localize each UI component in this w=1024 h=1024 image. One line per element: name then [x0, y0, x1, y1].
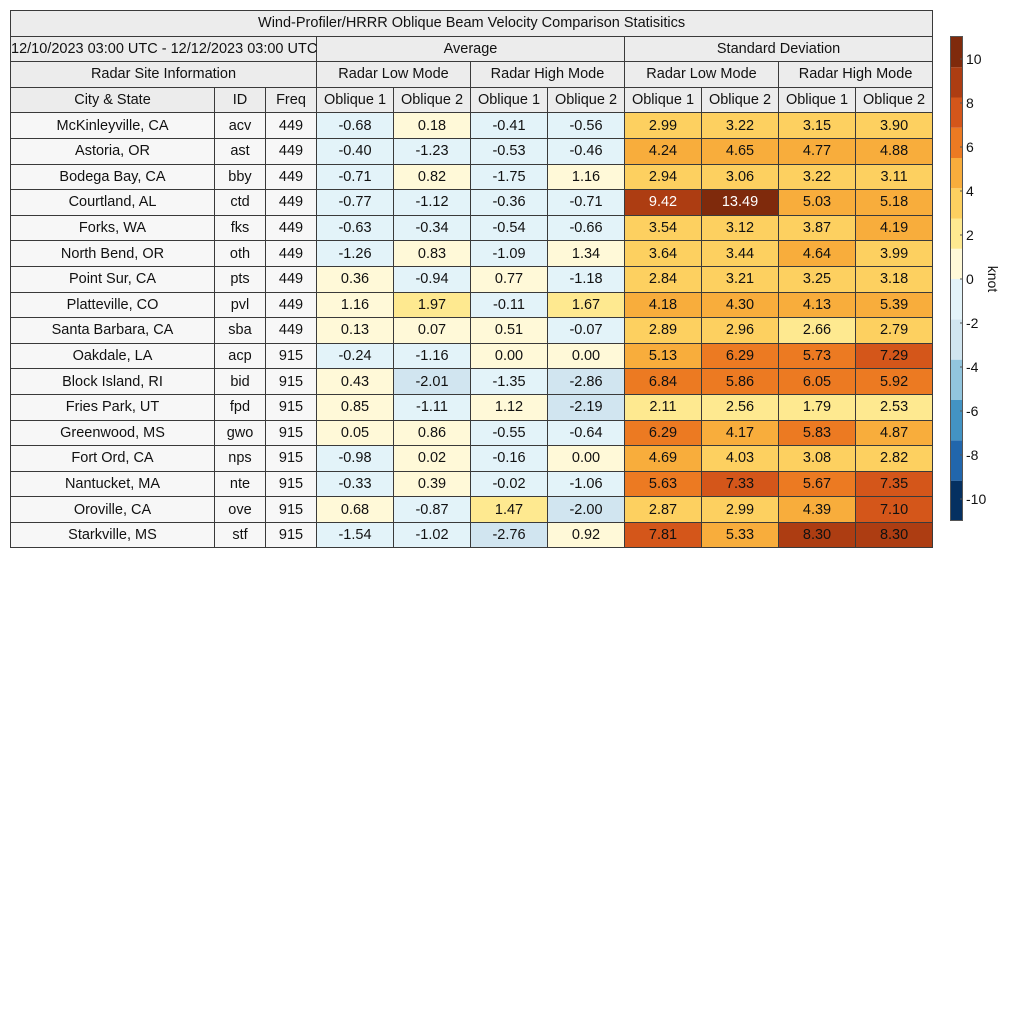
colorbar-swatch — [951, 219, 963, 249]
colorbar-tick-label: 2 — [966, 227, 974, 243]
city-cell: Forks, WA — [11, 215, 215, 241]
city-cell: Nantucket, MA — [11, 471, 215, 497]
city-cell: North Bend, OR — [11, 241, 215, 267]
table-row — [11, 241, 933, 267]
id-cell: bid — [215, 369, 266, 395]
city-cell: Fort Ord, CA — [11, 446, 215, 472]
city-cell: Bodega Bay, CA — [11, 164, 215, 190]
average-value-cell: -0.71 — [317, 164, 394, 190]
colorbar-swatch — [951, 98, 963, 128]
table-row — [11, 164, 933, 190]
colorbar-tick-label: 6 — [966, 139, 974, 155]
stddev-value-cell: 2.66 — [779, 318, 856, 344]
average-value-cell: -2.86 — [548, 369, 625, 395]
colorbar-swatch — [951, 128, 963, 158]
average-value-cell: -0.46 — [548, 138, 625, 164]
stddev-value-cell: 5.18 — [856, 190, 933, 216]
freq-cell: 915 — [266, 471, 317, 497]
table-row — [11, 522, 933, 548]
stddev-value-cell: 4.64 — [779, 241, 856, 267]
stddev-value-cell: 2.84 — [625, 266, 702, 292]
stddev-value-cell: 3.08 — [779, 446, 856, 472]
stddev-value-cell: 2.82 — [856, 446, 933, 472]
average-value-cell: -0.40 — [317, 138, 394, 164]
freq-cell: 449 — [266, 266, 317, 292]
city-cell: Point Sur, CA — [11, 266, 215, 292]
city-cell: Astoria, OR — [11, 138, 215, 164]
city-cell: Greenwood, MS — [11, 420, 215, 446]
column-header-avg-low-oblique-1: Oblique 1 — [317, 87, 394, 113]
average-value-cell: 0.05 — [317, 420, 394, 446]
id-cell: gwo — [215, 420, 266, 446]
average-value-cell: 0.07 — [394, 318, 471, 344]
stddev-value-cell: 4.30 — [702, 292, 779, 318]
stddev-value-cell: 3.25 — [779, 266, 856, 292]
stddev-value-cell: 5.33 — [702, 522, 779, 548]
average-value-cell: 0.43 — [317, 369, 394, 395]
average-value-cell: -0.54 — [471, 215, 548, 241]
average-value-cell: -0.55 — [471, 420, 548, 446]
average-value-cell: 0.18 — [394, 113, 471, 139]
column-header-freq: Freq — [266, 87, 317, 113]
average-value-cell: 0.13 — [317, 318, 394, 344]
stddev-value-cell: 8.30 — [856, 522, 933, 548]
average-value-cell: -0.16 — [471, 446, 548, 472]
date-range: 12/10/2023 03:00 UTC - 12/12/2023 03:00 UTC — [11, 36, 317, 62]
freq-cell: 449 — [266, 190, 317, 216]
colorbar-swatch — [951, 360, 963, 400]
freq-cell: 915 — [266, 420, 317, 446]
average-value-cell: -0.41 — [471, 113, 548, 139]
colorbar-tick-label: 8 — [966, 95, 974, 111]
average-value-cell: -1.75 — [471, 164, 548, 190]
city-cell: Starkville, MS — [11, 522, 215, 548]
stddev-value-cell: 2.89 — [625, 318, 702, 344]
average-value-cell: 0.83 — [394, 241, 471, 267]
average-value-cell: 0.00 — [471, 343, 548, 369]
stddev-value-cell: 5.13 — [625, 343, 702, 369]
stddev-value-cell: 5.73 — [779, 343, 856, 369]
colorbar-swatch — [951, 158, 963, 188]
stddev-value-cell: 2.56 — [702, 394, 779, 420]
stddev-value-cell: 4.69 — [625, 446, 702, 472]
average-value-cell: 0.02 — [394, 446, 471, 472]
stddev-value-cell: 3.21 — [702, 266, 779, 292]
stddev-value-cell: 4.13 — [779, 292, 856, 318]
table-row — [11, 497, 933, 523]
average-high-mode-header: Radar High Mode — [471, 62, 625, 88]
table-row — [11, 446, 933, 472]
average-value-cell: -0.11 — [471, 292, 548, 318]
stddev-value-cell: 3.18 — [856, 266, 933, 292]
average-value-cell: -1.06 — [548, 471, 625, 497]
average-value-cell: -0.94 — [394, 266, 471, 292]
average-value-cell: -0.71 — [548, 190, 625, 216]
average-value-cell: -1.16 — [394, 343, 471, 369]
colorbar-swatch — [951, 249, 963, 279]
freq-cell: 915 — [266, 446, 317, 472]
table-row — [11, 318, 933, 344]
stddev-value-cell: 7.33 — [702, 471, 779, 497]
stddev-value-cell: 4.18 — [625, 292, 702, 318]
average-value-cell: 1.16 — [548, 164, 625, 190]
id-cell: oth — [215, 241, 266, 267]
average-value-cell: -0.24 — [317, 343, 394, 369]
stddev-value-cell: 5.03 — [779, 190, 856, 216]
colorbar-swatch — [951, 440, 963, 480]
average-group-header: Average — [317, 36, 625, 62]
colorbar-tick-label: 10 — [966, 51, 982, 67]
city-cell: Platteville, CO — [11, 292, 215, 318]
column-header-city: City & State — [11, 87, 215, 113]
stddev-group-header: Standard Deviation — [625, 36, 933, 62]
table-row — [11, 369, 933, 395]
average-value-cell: 0.77 — [471, 266, 548, 292]
stddev-value-cell: 5.83 — [779, 420, 856, 446]
stddev-value-cell: 4.19 — [856, 215, 933, 241]
stddev-value-cell: 2.11 — [625, 394, 702, 420]
stddev-value-cell: 5.86 — [702, 369, 779, 395]
column-header-id: ID — [215, 87, 266, 113]
colorbar-tick-label: -4 — [966, 359, 979, 375]
column-header-avg-high-oblique-1: Oblique 1 — [471, 87, 548, 113]
freq-cell: 449 — [266, 215, 317, 241]
stddev-value-cell: 5.67 — [779, 471, 856, 497]
stddev-value-cell: 2.99 — [625, 113, 702, 139]
table-row — [11, 420, 933, 446]
city-cell: Block Island, RI — [11, 369, 215, 395]
average-value-cell: -1.12 — [394, 190, 471, 216]
id-cell: acv — [215, 113, 266, 139]
city-cell: McKinleyville, CA — [11, 113, 215, 139]
freq-cell: 915 — [266, 394, 317, 420]
colorbar-swatch — [951, 279, 963, 319]
average-value-cell: 0.36 — [317, 266, 394, 292]
average-value-cell: 0.86 — [394, 420, 471, 446]
column-header-sd-low-oblique-1: Oblique 1 — [625, 87, 702, 113]
colorbar-swatch — [951, 37, 963, 67]
id-cell: nps — [215, 446, 266, 472]
average-value-cell: -1.35 — [471, 369, 548, 395]
colorbar-label: knot — [985, 265, 1001, 293]
average-value-cell: 0.00 — [548, 446, 625, 472]
stddev-value-cell: 4.87 — [856, 420, 933, 446]
stddev-value-cell: 3.11 — [856, 164, 933, 190]
stddev-value-cell: 2.94 — [625, 164, 702, 190]
stddev-value-cell: 4.17 — [702, 420, 779, 446]
average-value-cell: -1.54 — [317, 522, 394, 548]
average-value-cell: 0.82 — [394, 164, 471, 190]
column-header-avg-high-oblique-2: Oblique 2 — [548, 87, 625, 113]
freq-cell: 915 — [266, 497, 317, 523]
average-value-cell: -2.00 — [548, 497, 625, 523]
stddev-value-cell: 3.64 — [625, 241, 702, 267]
table-row — [11, 343, 933, 369]
table-row — [11, 266, 933, 292]
average-value-cell: -0.34 — [394, 215, 471, 241]
id-cell: ctd — [215, 190, 266, 216]
table-row — [11, 215, 933, 241]
stddev-value-cell: 3.87 — [779, 215, 856, 241]
colorbar-swatch — [951, 67, 963, 97]
average-value-cell: 1.34 — [548, 241, 625, 267]
average-value-cell: -0.64 — [548, 420, 625, 446]
colorbar-swatch — [951, 319, 963, 359]
stddev-value-cell: 4.88 — [856, 138, 933, 164]
stddev-value-cell: 5.63 — [625, 471, 702, 497]
table-row — [11, 471, 933, 497]
colorbar-tick-label: -2 — [966, 315, 979, 331]
colorbar-tick-label: 0 — [966, 271, 974, 287]
city-cell: Oakdale, LA — [11, 343, 215, 369]
stddev-value-cell: 3.54 — [625, 215, 702, 241]
average-value-cell: -1.18 — [548, 266, 625, 292]
stddev-value-cell: 7.35 — [856, 471, 933, 497]
column-header-sd-high-oblique-1: Oblique 1 — [779, 87, 856, 113]
average-value-cell: -1.09 — [471, 241, 548, 267]
colorbar-swatch — [951, 481, 963, 521]
average-value-cell: -1.26 — [317, 241, 394, 267]
id-cell: pts — [215, 266, 266, 292]
colorbar-tick-label: -8 — [966, 447, 979, 463]
comparison-table — [10, 10, 933, 548]
stddev-high-mode-header: Radar High Mode — [779, 62, 933, 88]
average-value-cell: 1.67 — [548, 292, 625, 318]
average-value-cell: -2.01 — [394, 369, 471, 395]
stddev-value-cell: 8.30 — [779, 522, 856, 548]
id-cell: pvl — [215, 292, 266, 318]
site-info-header: Radar Site Information — [11, 62, 317, 88]
average-value-cell: 0.68 — [317, 497, 394, 523]
id-cell: fpd — [215, 394, 266, 420]
average-value-cell: -0.87 — [394, 497, 471, 523]
stddev-value-cell: 2.87 — [625, 497, 702, 523]
column-header-sd-low-oblique-2: Oblique 2 — [702, 87, 779, 113]
id-cell: stf — [215, 522, 266, 548]
stddev-value-cell: 3.22 — [779, 164, 856, 190]
average-value-cell: 0.39 — [394, 471, 471, 497]
city-cell: Oroville, CA — [11, 497, 215, 523]
stddev-value-cell: 4.65 — [702, 138, 779, 164]
stddev-value-cell: 5.92 — [856, 369, 933, 395]
colorbar-swatch — [951, 400, 963, 440]
average-value-cell: 1.47 — [471, 497, 548, 523]
average-value-cell: -0.36 — [471, 190, 548, 216]
id-cell: sba — [215, 318, 266, 344]
freq-cell: 449 — [266, 318, 317, 344]
stddev-value-cell: 2.53 — [856, 394, 933, 420]
average-value-cell: -0.53 — [471, 138, 548, 164]
stddev-low-mode-header: Radar Low Mode — [625, 62, 779, 88]
city-cell: Fries Park, UT — [11, 394, 215, 420]
stddev-value-cell: 3.44 — [702, 241, 779, 267]
average-value-cell: -0.56 — [548, 113, 625, 139]
id-cell: ast — [215, 138, 266, 164]
average-value-cell: -0.33 — [317, 471, 394, 497]
city-cell: Courtland, AL — [11, 190, 215, 216]
stddev-value-cell: 4.39 — [779, 497, 856, 523]
stddev-value-cell: 2.79 — [856, 318, 933, 344]
average-value-cell: 1.12 — [471, 394, 548, 420]
average-value-cell: -0.66 — [548, 215, 625, 241]
table-title: Wind-Profiler/HRRR Oblique Beam Velocity Comparison Statisitics — [11, 11, 933, 37]
average-value-cell: 0.00 — [548, 343, 625, 369]
stddev-value-cell: 7.10 — [856, 497, 933, 523]
column-header-sd-high-oblique-2: Oblique 2 — [856, 87, 933, 113]
id-cell: ove — [215, 497, 266, 523]
stddev-value-cell: 6.29 — [625, 420, 702, 446]
average-value-cell: -0.68 — [317, 113, 394, 139]
stddev-value-cell: 3.90 — [856, 113, 933, 139]
colorbar — [950, 36, 1020, 526]
city-cell: Santa Barbara, CA — [11, 318, 215, 344]
stddev-value-cell: 3.99 — [856, 241, 933, 267]
stddev-value-cell: 1.79 — [779, 394, 856, 420]
id-cell: bby — [215, 164, 266, 190]
stddev-value-cell: 9.42 — [625, 190, 702, 216]
freq-cell: 449 — [266, 164, 317, 190]
stddev-value-cell: 3.12 — [702, 215, 779, 241]
freq-cell: 915 — [266, 369, 317, 395]
colorbar-swatch — [951, 188, 963, 218]
id-cell: nte — [215, 471, 266, 497]
average-value-cell: -1.02 — [394, 522, 471, 548]
freq-cell: 449 — [266, 138, 317, 164]
colorbar-ticks — [960, 51, 986, 507]
colorbar-tick-label: -10 — [966, 491, 987, 507]
freq-cell: 449 — [266, 113, 317, 139]
stddev-value-cell: 6.05 — [779, 369, 856, 395]
table-row — [11, 113, 933, 139]
table-row — [11, 394, 933, 420]
average-value-cell: -1.23 — [394, 138, 471, 164]
stddev-value-cell: 5.39 — [856, 292, 933, 318]
average-value-cell: 0.92 — [548, 522, 625, 548]
stddev-value-cell: 7.81 — [625, 522, 702, 548]
average-value-cell: 0.51 — [471, 318, 548, 344]
average-low-mode-header: Radar Low Mode — [317, 62, 471, 88]
stddev-value-cell: 2.96 — [702, 318, 779, 344]
average-value-cell: 0.85 — [317, 394, 394, 420]
freq-cell: 449 — [266, 241, 317, 267]
average-value-cell: 1.97 — [394, 292, 471, 318]
stddev-value-cell: 4.77 — [779, 138, 856, 164]
average-value-cell: -0.77 — [317, 190, 394, 216]
stddev-value-cell: 4.24 — [625, 138, 702, 164]
table-row — [11, 292, 933, 318]
table-row — [11, 190, 933, 216]
average-value-cell: 1.16 — [317, 292, 394, 318]
stddev-value-cell: 3.06 — [702, 164, 779, 190]
average-value-cell: -0.98 — [317, 446, 394, 472]
stddev-value-cell: 6.29 — [702, 343, 779, 369]
freq-cell: 915 — [266, 343, 317, 369]
id-cell: fks — [215, 215, 266, 241]
average-value-cell: -2.76 — [471, 522, 548, 548]
table-row — [11, 138, 933, 164]
stddev-value-cell: 2.99 — [702, 497, 779, 523]
stddev-value-cell: 7.29 — [856, 343, 933, 369]
freq-cell: 449 — [266, 292, 317, 318]
stddev-value-cell: 3.22 — [702, 113, 779, 139]
stddev-value-cell: 6.84 — [625, 369, 702, 395]
average-value-cell: -0.63 — [317, 215, 394, 241]
id-cell: acp — [215, 343, 266, 369]
colorbar-tick-label: 4 — [966, 183, 974, 199]
average-value-cell: -0.07 — [548, 318, 625, 344]
average-value-cell: -1.11 — [394, 394, 471, 420]
freq-cell: 915 — [266, 522, 317, 548]
average-value-cell: -2.19 — [548, 394, 625, 420]
table-body — [11, 113, 933, 548]
stddev-value-cell: 3.15 — [779, 113, 856, 139]
average-value-cell: -0.02 — [471, 471, 548, 497]
stddev-value-cell: 13.49 — [702, 190, 779, 216]
colorbar-tick-label: -6 — [966, 403, 979, 419]
stddev-value-cell: 4.03 — [702, 446, 779, 472]
column-header-avg-low-oblique-2: Oblique 2 — [394, 87, 471, 113]
